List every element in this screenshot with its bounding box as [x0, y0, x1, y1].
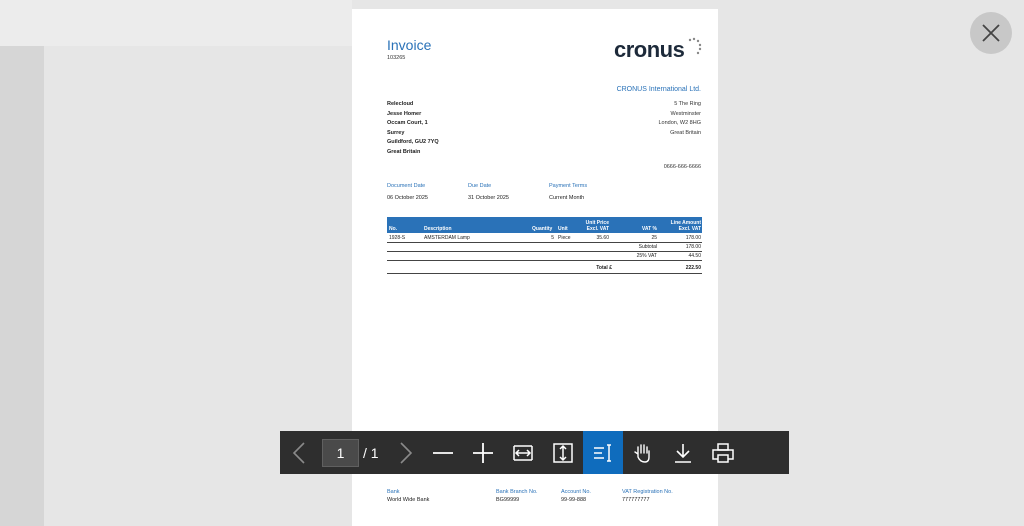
minus-icon: [432, 442, 454, 464]
hand-tool-button[interactable]: [623, 431, 663, 474]
header-quantity: Quantity: [532, 225, 553, 232]
bank-label: Bank: [387, 489, 400, 495]
vat-value: 44.50: [688, 253, 701, 259]
printer-icon: [711, 442, 735, 464]
download-icon: [672, 442, 694, 464]
document-date-label: Document Date: [387, 183, 426, 189]
row-unit: Piece: [558, 235, 571, 241]
bill-to-line: Relecloud: [387, 101, 414, 107]
fit-width-icon: [512, 442, 534, 464]
payment-terms-label: Payment Terms: [549, 183, 588, 189]
page-total: / 1: [363, 444, 379, 461]
address-line: 5 The Ring: [674, 101, 701, 107]
table-header: [387, 217, 702, 233]
bill-to-line: Guildford, GU2 7YQ: [387, 139, 439, 145]
background-panel-top: [0, 0, 352, 46]
branch-block: [496, 489, 538, 503]
close-icon: [981, 23, 1001, 43]
header-unit: Unit: [558, 225, 568, 232]
branch-value: BG99999: [496, 497, 520, 503]
vat-reg-label: VAT Registration No.: [622, 489, 673, 495]
bill-to-line: Jesse Homer: [387, 110, 422, 117]
fit-width-button[interactable]: [503, 431, 543, 474]
payment-terms-block: [549, 183, 587, 201]
text-select-icon: [592, 442, 614, 464]
row-line-amount: 178.00: [685, 235, 701, 241]
chevron-right-icon: [399, 441, 413, 465]
previous-page-button[interactable]: [280, 431, 318, 474]
company-name: CRONUS International Ltd.: [616, 86, 701, 93]
invoice-title: Invoice: [387, 37, 432, 53]
row-quantity: 5: [551, 235, 554, 241]
zoom-out-button[interactable]: [423, 431, 463, 474]
bank-value: World Wide Bank: [387, 497, 430, 503]
plus-icon: [472, 442, 494, 464]
bill-to-line: Occam Court, 1: [387, 120, 428, 126]
viewer-toolbar: [280, 431, 789, 474]
header-vat: VAT %: [641, 225, 657, 232]
due-date-label: Due Date: [468, 183, 492, 189]
header-unit-price-1: Unit Price: [585, 219, 609, 226]
header-no: No.: [389, 225, 398, 232]
vat-reg-block: [622, 489, 673, 503]
fit-page-icon: [552, 442, 574, 464]
header-unit-price-2: Excl. VAT: [586, 225, 609, 232]
branch-label: Bank Branch No.: [496, 489, 538, 495]
document-date-block: [387, 183, 428, 201]
text-select-button[interactable]: [583, 431, 623, 474]
row-description: AMSTERDAM Lamp: [424, 235, 470, 241]
zoom-in-button[interactable]: [463, 431, 503, 474]
total-row: [387, 263, 702, 272]
logo-dots-icon: [688, 37, 702, 59]
divider: [387, 260, 702, 261]
account-label: Account No.: [561, 489, 591, 495]
company-logo: [614, 37, 684, 63]
address-line: London, W2 8HG: [658, 120, 701, 126]
total-label: Total £: [596, 265, 612, 271]
header-description: Description: [424, 225, 452, 232]
invoice-lines-table: [387, 217, 702, 272]
print-button[interactable]: [703, 431, 743, 474]
logo-text: cronus: [614, 37, 685, 62]
total-value: 222.50: [685, 265, 701, 271]
hand-icon: [632, 442, 654, 464]
invoice-number: 103265: [387, 55, 406, 61]
bill-to-line: Great Britain: [387, 148, 421, 155]
background-panel-left: [0, 46, 44, 526]
vat-label: 25% VAT: [636, 253, 657, 259]
vat-row: [387, 251, 702, 260]
payment-terms-value: Current Month: [549, 195, 585, 201]
company-phone: 0666-666-6666: [663, 164, 701, 170]
due-date-value: 31 October 2025: [468, 195, 509, 201]
download-button[interactable]: [663, 431, 703, 474]
vat-reg-value: 777777777: [622, 497, 650, 503]
page-number-input[interactable]: [322, 439, 359, 467]
bank-block: [387, 489, 429, 503]
subtotal-row: [387, 242, 702, 251]
header-line-amount-2: Excl. VAT: [678, 225, 701, 232]
bill-to-line: Surrey: [387, 129, 405, 136]
divider: [387, 273, 702, 274]
subtotal-label: Subtotal: [638, 244, 657, 250]
row-unit-price: 35.60: [596, 235, 609, 241]
row-no: 1928-S: [389, 235, 406, 241]
company-address: [659, 100, 702, 138]
document-date-value: 06 October 2025: [387, 195, 428, 201]
account-value: 99-99-888: [561, 497, 587, 503]
address-line: Westminster: [670, 110, 701, 117]
subtotal-value: 178.00: [685, 244, 701, 250]
row-vat: 25: [651, 235, 657, 241]
header-line-amount-1: Line Amount: [670, 219, 701, 226]
due-date-block: [468, 183, 509, 201]
address-line: Great Britain: [670, 129, 701, 136]
account-block: [561, 489, 591, 503]
bill-to-address: [387, 100, 439, 157]
chevron-left-icon: [292, 441, 306, 465]
table-row: [387, 233, 702, 242]
fit-page-button[interactable]: [543, 431, 583, 474]
close-button[interactable]: [970, 12, 1012, 54]
next-page-button[interactable]: [389, 431, 423, 474]
